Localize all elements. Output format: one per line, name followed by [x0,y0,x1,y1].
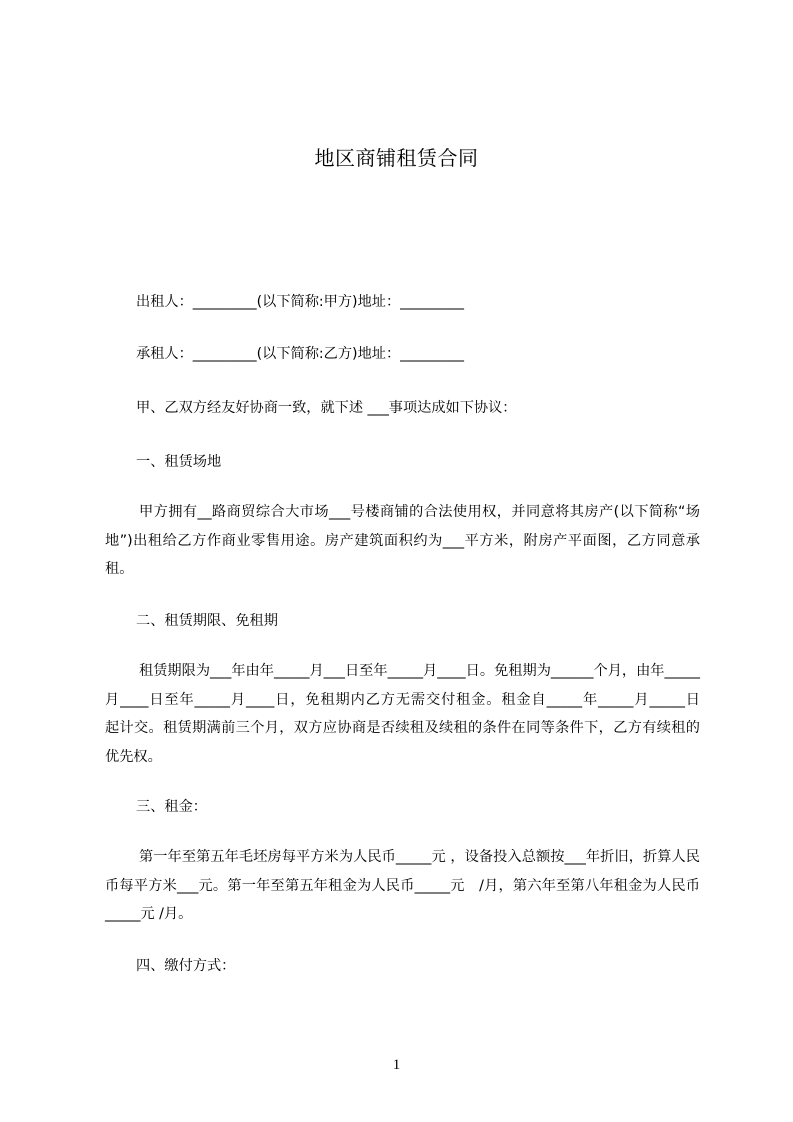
section-heading-rent: 三、租金： [136,799,207,815]
section-body-rent: 第一年至第五年毛坯房每平方米为人民币_____元 ，设备投入总额按___年折旧，折算人民币每平方米___元。第一年至第五年租金为人民币_____元 /月，第六年至第八年租金为人民币_____元 /月。 [105,849,700,922]
section-body-lease-premises: 甲方拥有__路商贸综合大市场___号楼商铺的合法使用权，并同意将其房产(以下简称“场地”)出租给乙方作商业零售用途。房产建筑面积约为___平方米，附房产平面图，乙方同意承租。 [105,504,700,577]
document-title: 地区商铺租赁合同 [314,146,479,170]
section-heading-payment-method: 四、缴付方式： [136,958,236,974]
lessee-line: 承租人：_________(以下简称:乙方)地址：_________ [136,346,464,362]
section-heading-lease-term: 二、租赁期限、免租期 [136,613,278,629]
intro-line: 甲、乙双方经友好协商一致，就下述 ___事项达成如下协议： [136,400,517,416]
lessor-line: 出租人：_________(以下简称:甲方)地址：_________ [136,294,464,310]
page-number: 1 [392,1057,401,1073]
section-heading-lease-premises: 一、租赁场地 [136,454,222,470]
section-body-lease-term: 租赁期限为___年由年_____月___日至年_____月____日。免租期为______个月，由年_____月____日至年_____月____日，免租期内乙方无需交付租金。租金自_____年_____月_____日 起计交。租赁期满前三个月，双方应协商是否续租及续租的条件在同等条件下，乙方有续租的优先权。 [105,663,715,765]
